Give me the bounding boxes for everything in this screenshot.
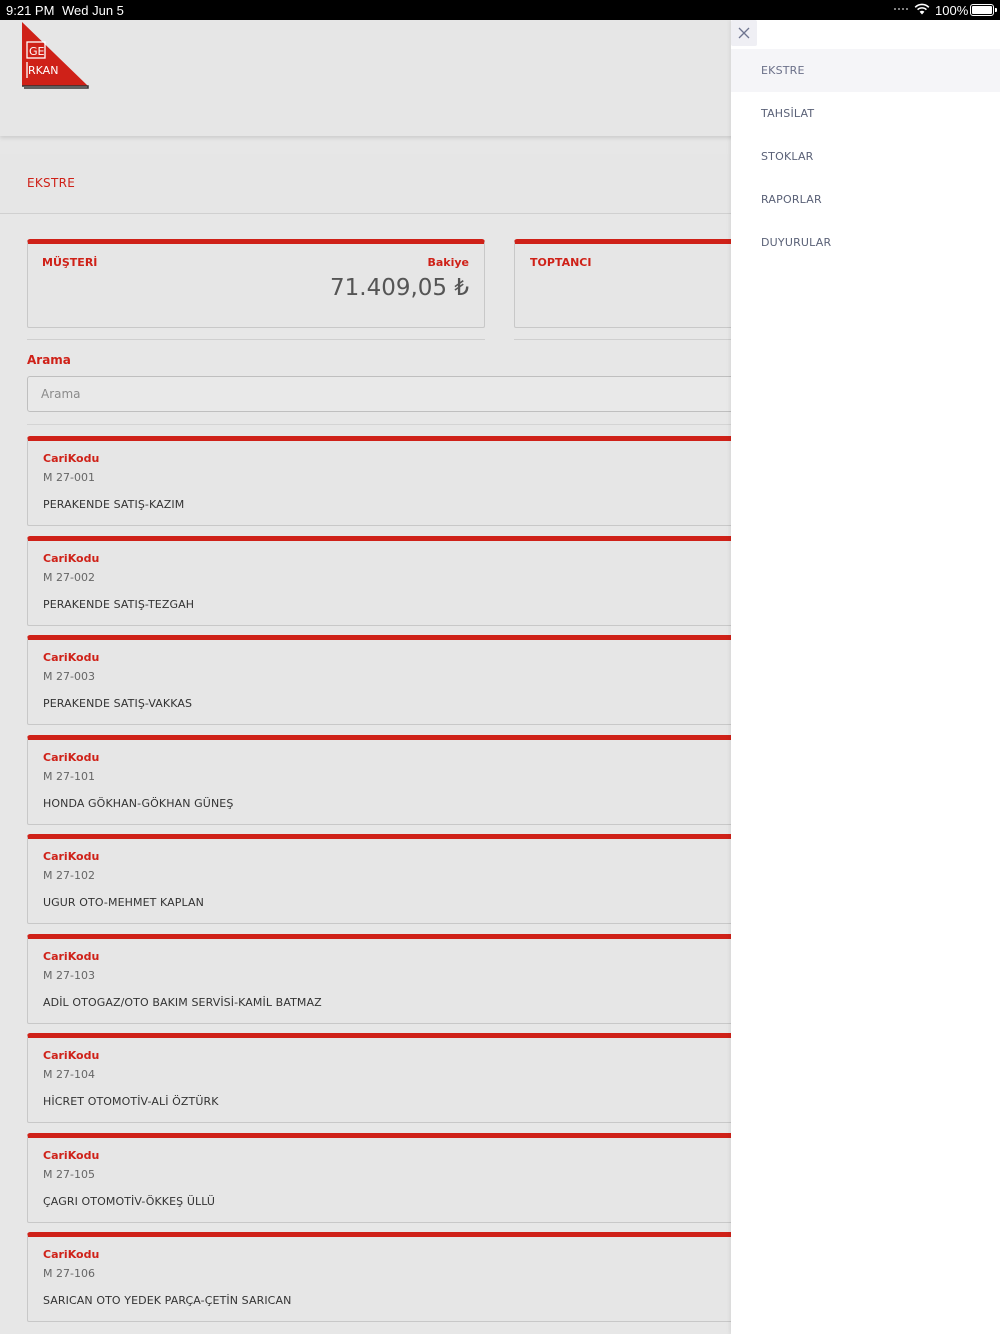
company-logo <box>18 20 90 90</box>
cari-kodu-value: M 27-104 <box>43 1068 95 1081</box>
menu-item-ekstre[interactable]: EKSTRE <box>731 49 1000 92</box>
cari-kodu-value: M 27-106 <box>43 1267 95 1280</box>
side-menu-drawer <box>731 20 1000 1334</box>
customer-name: SARICAN OTO YEDEK PARÇA-ÇETİN SARICAN <box>43 1294 292 1307</box>
cari-kodu-label: CariKodu <box>43 452 100 465</box>
wholesaler-summary-card[interactable] <box>514 239 754 328</box>
customer-card[interactable] <box>27 1033 747 1123</box>
page-title: EKSTRE <box>27 176 76 190</box>
cari-kodu-label: CariKodu <box>43 551 100 565</box>
customer-name: HİCRET OTOMOTİV-ALİ ÖZTÜRK <box>43 1095 219 1108</box>
search-input[interactable] <box>27 376 747 412</box>
menu-item-tahsilat[interactable]: TAHSİLAT <box>761 107 815 120</box>
customer-name: PERAKENDE SATIŞ-VAKKAS <box>43 697 193 710</box>
signal-dots-icon <box>894 8 912 12</box>
battery-percent: 100% <box>935 3 969 18</box>
customer-name: HONDA GÖKHAN-GÖKHAN GÜNEŞ <box>43 796 234 810</box>
customer-card[interactable] <box>27 436 747 526</box>
wifi-icon <box>914 3 930 15</box>
svg-text:GE: GE <box>29 45 45 58</box>
search-label: Arama <box>27 353 71 367</box>
customer-name: UGUR OTO-MEHMET KAPLAN <box>43 896 204 909</box>
cari-kodu-label: CariKodu <box>43 850 100 863</box>
menu-item-raporlar[interactable]: RAPORLAR <box>761 193 822 206</box>
customer-card[interactable] <box>27 1232 747 1322</box>
menu-item-stoklar[interactable]: STOKLAR <box>761 150 814 163</box>
cari-kodu-value: M 27-105 <box>43 1167 95 1181</box>
cari-kodu-label: CariKodu <box>43 949 100 963</box>
menu-item-duyurular[interactable]: DUYURULAR <box>761 236 832 249</box>
cari-kodu-label: CariKodu <box>43 1248 100 1261</box>
close-menu-button[interactable] <box>731 20 757 46</box>
customer-name: ÇAGRI OTOMOTİV-ÖKKEŞ ÜLLÜ <box>43 1194 216 1208</box>
customer-card[interactable] <box>27 735 747 825</box>
cari-kodu-value: M 27-001 <box>43 471 95 484</box>
wholesaler-label: TOPTANCI <box>530 256 592 269</box>
wholesaler-card-divider <box>514 339 754 340</box>
balance-label: Bakiye <box>427 256 469 269</box>
customer-summary-card[interactable] <box>27 239 485 328</box>
cari-kodu-label: CariKodu <box>43 1148 100 1162</box>
cari-kodu-value: M 27-102 <box>43 869 95 882</box>
status-date: Wed Jun 5 <box>62 3 124 18</box>
customer-name: PERAKENDE SATIŞ-KAZIM <box>43 498 185 511</box>
cari-kodu-label: CariKodu <box>43 651 100 664</box>
battery-icon <box>970 4 994 16</box>
customer-label: MÜŞTERİ <box>42 256 98 269</box>
customer-name: PERAKENDE SATIŞ-TEZGAH <box>43 597 195 611</box>
cari-kodu-label: CariKodu <box>43 1049 100 1062</box>
customer-card-divider <box>27 339 485 340</box>
customer-list <box>27 436 747 1332</box>
customer-card[interactable] <box>27 834 747 924</box>
status-bar <box>0 0 1000 20</box>
customer-card[interactable] <box>27 536 747 626</box>
cari-kodu-value: M 27-101 <box>43 769 95 783</box>
status-time: 9:21 PM <box>6 3 55 18</box>
customer-name: ADİL OTOGAZ/OTO BAKIM SERVİSİ-KAMİL BATMAZ <box>43 995 322 1009</box>
balance-value: 71.409,05 ₺ <box>330 275 469 301</box>
cari-kodu-value: M 27-103 <box>43 968 95 982</box>
svg-text:RKAN: RKAN <box>28 64 59 77</box>
close-icon <box>738 27 750 39</box>
cari-kodu-value: M 27-002 <box>43 570 95 584</box>
cari-kodu-label: CariKodu <box>43 750 100 764</box>
cari-kodu-value: M 27-003 <box>43 670 95 683</box>
search-divider <box>27 424 747 425</box>
customer-card[interactable] <box>27 1133 747 1223</box>
customer-card[interactable] <box>27 635 747 725</box>
customer-card[interactable] <box>27 934 747 1024</box>
